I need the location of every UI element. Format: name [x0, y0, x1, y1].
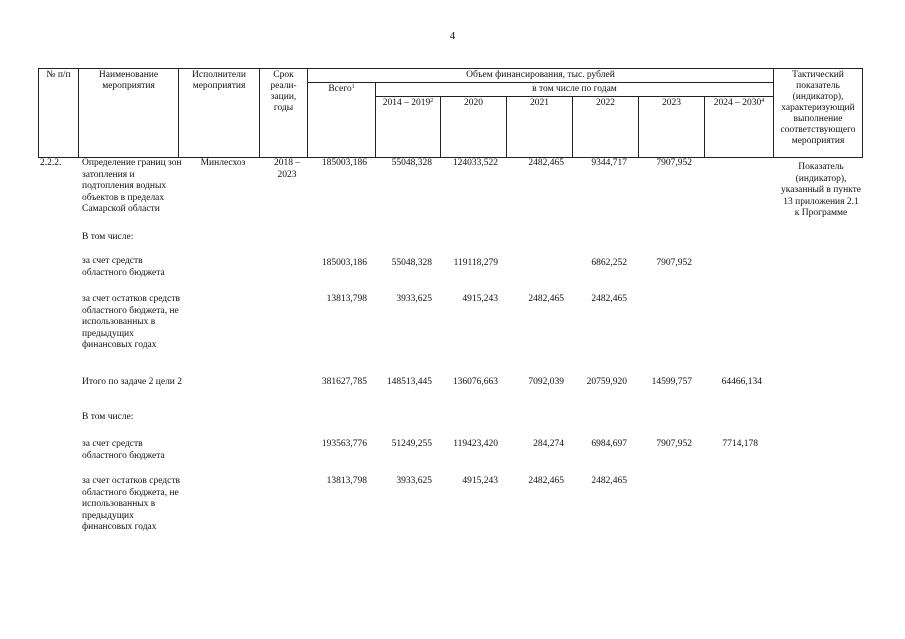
row-name: за счет остатков средств областного бюджета, не использованных в предыдущих финансовых годах	[82, 476, 180, 532]
cell-total: 13813,798	[326, 476, 367, 486]
row-name: за счет средств областного бюджета	[82, 439, 165, 461]
col-executors-header: Исполнители мероприятия	[179, 69, 260, 158]
cell-2020: 119423,420	[453, 439, 498, 449]
cell-total: 381627,785	[321, 377, 367, 387]
cell-2014: 3933,625	[396, 294, 432, 304]
page-number: 4	[449, 30, 456, 42]
col-2022-header: 2022	[573, 97, 639, 158]
col-2023-header: 2023	[639, 97, 705, 158]
cell-2022: 6862,252	[591, 258, 627, 268]
cell-2020: 4915,243	[462, 294, 498, 304]
col-2024-header: 2024 – 2030$^4$	[705, 97, 774, 158]
cell-2020: 119118,279	[453, 258, 498, 268]
cell-total: 193563,776	[321, 439, 367, 449]
cell-2021: 2482,465	[528, 476, 564, 486]
col-num-header: № п/п	[39, 69, 79, 158]
cell-2022: 9344,717	[591, 158, 627, 168]
including-label: В том числе:	[82, 232, 134, 242]
cell-2014: 3933,625	[396, 476, 432, 486]
row-name: за счет средств областного бюджета	[82, 256, 165, 278]
cell-2021: 2482,465	[528, 294, 564, 304]
cell-total: 13813,798	[326, 294, 367, 304]
col-name-header: Наименование мероприятия	[79, 69, 179, 158]
including-label: В том числе:	[82, 412, 134, 422]
row-number: 2.2.2.	[40, 158, 62, 168]
cell-2020: 4915,243	[462, 476, 498, 486]
col-2020-header: 2020	[441, 97, 507, 158]
col-by-years-header: в том числе по годам	[376, 83, 774, 97]
row-term: 2018 – 2023	[273, 158, 301, 180]
cell-2023: 7907,952	[656, 258, 692, 268]
cell-2020: 136076,663	[452, 377, 498, 387]
row-executor: Минлесхоз	[200, 158, 246, 168]
col-volume-header: Объем финансирования, тыс. рублей	[308, 69, 774, 83]
col-term-header: Срок реали-зации, годы	[260, 69, 308, 158]
cell-2021: 284,274	[533, 439, 564, 449]
cell-2021: 2482,465	[528, 158, 564, 168]
col-indicator-header: Тактический показатель (индикатор), характеризующий выполнение соответствующего мероприятия	[774, 69, 863, 158]
cell-2022: 2482,465	[591, 294, 627, 304]
col-2014-header: 2014 – 2019$^2$	[376, 97, 441, 158]
cell-total: 185003,186	[321, 158, 367, 168]
cell-2022: 20759,920	[586, 377, 627, 387]
cell-2022: 2482,465	[591, 476, 627, 486]
row-name: Определение границ зон затопления и подтопления водных объектов в пределах Самарской области	[82, 158, 182, 214]
col-total-header: Всего$^1$	[308, 83, 376, 158]
cell-2024: 64466,134	[721, 377, 762, 387]
cell-2023: 7907,952	[656, 439, 692, 449]
cell-2014: 148513,445	[386, 377, 432, 387]
cell-2024: 7714,178	[722, 439, 758, 449]
cell-2014: 55048,328	[391, 258, 432, 268]
col-2021-header: 2021	[507, 97, 573, 158]
row-name: Итого по задаче 2 цели 2	[82, 377, 183, 387]
financing-table-header	[38, 68, 863, 158]
cell-2014: 51249,255	[391, 439, 432, 449]
row-indicator: Показатель (индикатор), указанный в пункте 13 приложения 2.1 к Программе	[780, 162, 862, 218]
cell-2023: 7907,952	[656, 158, 692, 168]
cell-2020: 124033,522	[452, 158, 498, 168]
cell-2021: 7092,039	[528, 377, 564, 387]
cell-2022: 6984,697	[591, 439, 627, 449]
cell-2023: 14599,757	[651, 377, 692, 387]
row-name: за счет остатков средств областного бюджета, не использованных в предыдущих финансовых годах	[82, 294, 180, 350]
cell-total: 185003,186	[321, 258, 367, 268]
cell-2014: 55048,328	[391, 158, 432, 168]
